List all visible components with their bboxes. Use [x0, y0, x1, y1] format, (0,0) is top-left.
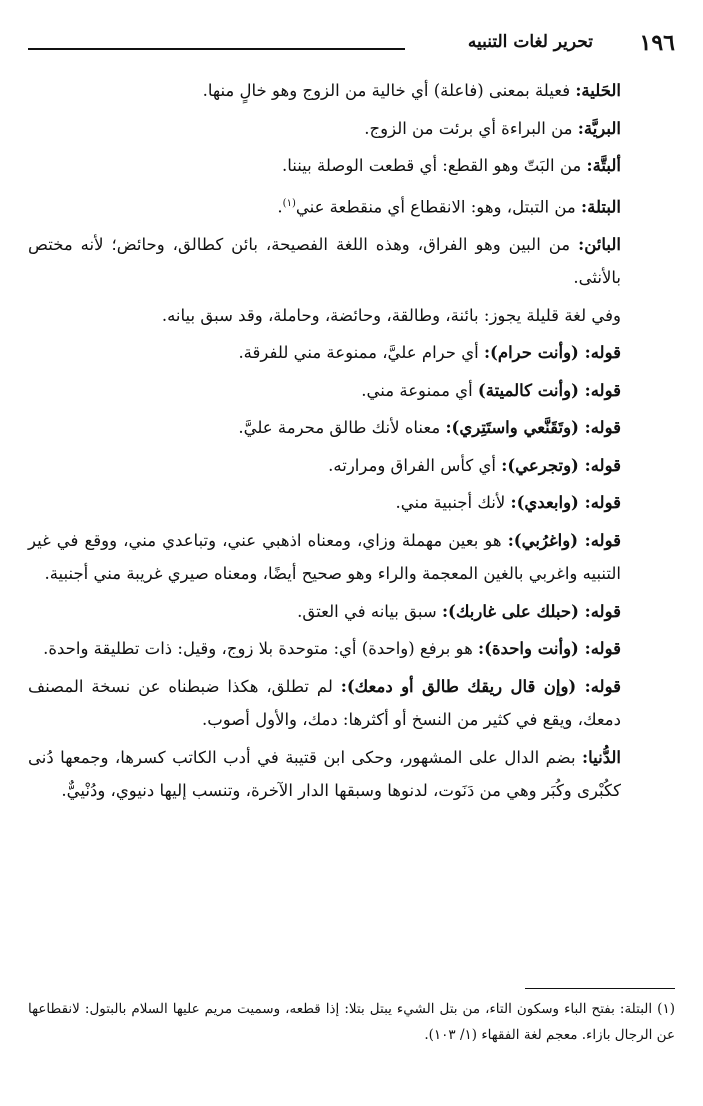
entry-text: وفي لغة قليلة يجوز: بائنة، وطالقة، وحائضة، وحاملة، وقد سبق بيانه.: [161, 305, 621, 325]
entry-albatla: [28, 187, 675, 228]
page-number: ١٩٦: [639, 30, 675, 56]
entry-taqanna: [28, 411, 675, 449]
running-title: تحرير لغات التنبيه: [467, 32, 593, 52]
entry-text: أي كأس الفراق ومرارته.: [328, 455, 502, 475]
entry-text: من البين وهو الفراق، وهذه اللغة الفصيحة، بائن كطالق، وحائض؛ لأنه مختص بالأنثى.: [28, 234, 621, 287]
entry-term: قوله: (حبلك على غاربك):: [441, 601, 621, 621]
entry-albariyya: [28, 112, 675, 150]
entry-albain: [28, 228, 675, 299]
entry-term: قوله: (وأنت حرام):: [483, 343, 621, 362]
entry-text: معناه لأنك طالق محرمة عليَّ.: [238, 418, 446, 437]
entry-term: قوله: (وتَقَنَّعي واستَتِري):: [445, 418, 621, 437]
entry-term: قوله: (وتجرعي):: [501, 455, 621, 475]
header-rule: [28, 48, 405, 50]
entry-hablik: [28, 595, 675, 633]
entry-term: قوله: (وأنت واحدة):: [478, 639, 621, 658]
entry-riquki: [28, 670, 675, 741]
entry-text: أي حرام عليَّ، ممنوعة مني للفرقة.: [238, 343, 484, 362]
entry-term: الحَلية:: [575, 81, 621, 100]
entry-alhaliya: [28, 74, 675, 112]
page-body: [28, 74, 675, 812]
footnote-rule: [525, 988, 675, 989]
entry-term: ألبتَّة:: [586, 156, 621, 175]
entry-text: من البراءة أي برئت من الزوج.: [364, 118, 578, 138]
entry-text: فعيلة بمعنى (فاعلة) أي خالية من الزوج وهو خالٍ منها.: [202, 81, 576, 100]
entry-term: قوله: (وابعدي):: [510, 493, 621, 512]
entry-lugha-qalila: [28, 299, 675, 337]
entry-aldunya: [28, 741, 675, 812]
entry-term: البتلة:: [581, 197, 621, 216]
entry-text: لم تطلق، هكذا ضبطناه عن نسخة المصنف دمعك، ويقع في كثير من النسخ أو أكثرها: دمك، والأول أصوب.: [28, 676, 621, 729]
entry-term: قوله: (وإن قال ريقك طالق أو دمعك):: [340, 676, 621, 696]
entry-text: بضم الدال على المشهور، وحكى ابن قتيبة في أدب الكاتب كسرها، وجمعها دُنى ككُبْرى وكُبَر وهي من دَنَوت، لدنوها وسبقها الدار الآخرة، وتنسب إليها دنيوي، ودُنْييٌّ.: [28, 747, 621, 800]
entry-text: هو بعين مهملة وزاي، ومعناه اذهبي عني، وتباعدي مني، ووقع في غير التنبيه واغربي بالغين المعجمة والراء وهو صحيح أيضًا، ومعناه صيري غريبة مني أجنبية.: [28, 530, 621, 583]
entry-ighrubi: [28, 524, 675, 595]
footnote-marker: (١): [282, 197, 296, 209]
entry-albatta: [28, 149, 675, 187]
page-header: [28, 30, 675, 66]
entry-text: هو برفع (واحدة) أي: متوحدة بلا زوج، وقيل: ذات تطليقة واحدة.: [43, 639, 479, 658]
entry-text: من البَتّ وهو القطع: أي قطعت الوصلة بيننا.: [281, 156, 587, 175]
entry-tail: .: [277, 197, 283, 216]
entry-text: سبق بيانه في العتق.: [297, 601, 442, 621]
entry-text: من التبتل، وهو: الانقطاع أي منقطعة عني: [295, 197, 582, 216]
entry-haram: [28, 336, 675, 374]
entry-term: البريَّة:: [577, 118, 621, 138]
entry-term: قوله: (واغرُبي):: [507, 530, 621, 550]
entry-text: أي ممنوعة مني.: [361, 380, 478, 400]
entry-kalmayta: [28, 374, 675, 412]
entry-wahida: [28, 632, 675, 670]
entry-text: لأنك أجنبية مني.: [395, 493, 511, 512]
entry-term: قوله: (وأنت كالميتة): [477, 380, 621, 400]
entry-term: البائن:: [578, 234, 621, 254]
entry-ibadi: [28, 486, 675, 524]
entry-term: الدُّنيا:: [582, 747, 621, 767]
entry-tajarra: [28, 449, 675, 487]
footnote: (١) البتلة: بفتح الباء وسكون التاء، من بتل الشيء يبتل بتلا: إذا قطعه، وسميت مريم عليها السلام بالبتول: لانقطاعها عن الرجال بازاء. معجم لغة الفقهاء (١/ ١٠٣).: [28, 1001, 675, 1043]
